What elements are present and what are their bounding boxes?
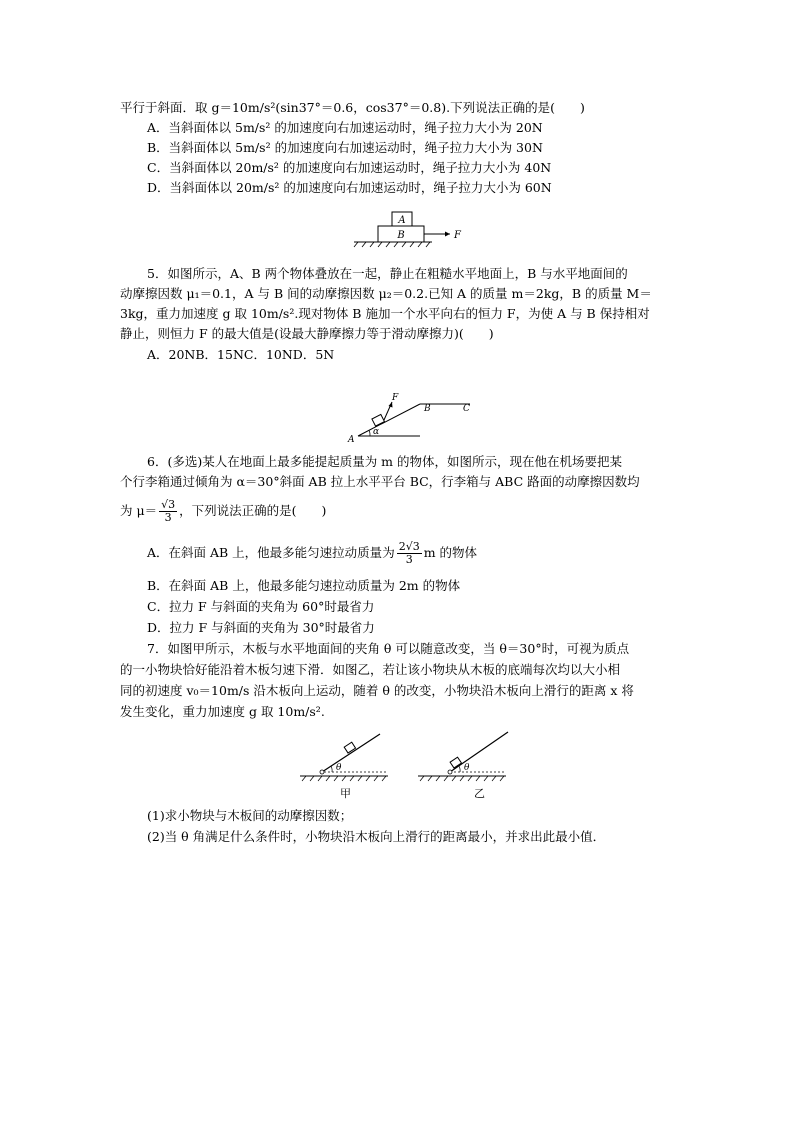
- q6-option-a-post: m 的物体: [423, 545, 478, 560]
- label-b: B: [424, 404, 431, 414]
- angle-arc: [331, 766, 332, 772]
- q6-line-3-post: ，下列说法正确的是( ): [179, 503, 327, 518]
- q6-option-a-pre: A．在斜面 AB 上，他最多能匀速拉动质量为: [147, 545, 395, 560]
- board: [450, 732, 508, 772]
- ground-hatching: [354, 242, 430, 247]
- q6-option-a: [147, 538, 477, 568]
- board: [322, 734, 380, 772]
- label-c: C: [463, 404, 470, 414]
- q5-options: A．20NB．15NC．10ND．5N: [147, 347, 335, 362]
- incline-boards-figure: [296, 720, 510, 802]
- figure-jia: [300, 734, 388, 800]
- incline-platform-figure: [342, 386, 482, 446]
- ground-hatching: [302, 776, 386, 781]
- q7-line-2: 的一小物块恰好能沿着木板匀速下滑．如图乙，若让该小物块从木板的底端每次均以大小相: [120, 662, 621, 677]
- q5-line-4: 静止，则恒力 F 的最大值是(设最大静摩擦力等于滑动摩擦力)( ): [120, 326, 494, 341]
- q6-line-3-pre: 为 μ＝: [120, 503, 158, 518]
- q4-option-c: C．当斜面体以 20m/s² 的加速度向右加速运动时，绳子拉力大小为 40N: [147, 160, 552, 175]
- mu-fraction: [159, 499, 177, 524]
- label-theta: θ: [336, 763, 342, 773]
- pivot: [320, 770, 324, 774]
- pivot: [448, 770, 452, 774]
- label-f: F: [454, 230, 461, 241]
- figure-yi: [418, 732, 508, 800]
- force-arrow-head: [445, 232, 450, 237]
- label-a: A: [348, 435, 355, 445]
- label-f: F: [392, 393, 399, 403]
- q4-intro: 平行于斜面．取 g＝10m/s²(sin37°＝0.6，cos37°＝0.8).下列说法正确的是( ): [120, 100, 585, 115]
- mass-numerator: 2√3: [398, 540, 420, 553]
- q6-line-2: 个行李箱通过倾角为 α＝30°斜面 AB 拉上水平平台 BC，行李箱与 ABC 路面的动摩擦因数均: [120, 474, 640, 489]
- q7-line-1: 7．如图甲所示，木板与水平地面间的夹角 θ 可以随意改变，当 θ＝30°时，可视为质点: [147, 641, 630, 656]
- label-alpha: α: [373, 427, 380, 437]
- label-a: A: [398, 215, 406, 226]
- q6-option-d: D．拉力 F 与斜面的夹角为 30°时最省力: [147, 620, 375, 635]
- q6-option-b: B．在斜面 AB 上，他最多能匀速拉动质量为 2m 的物体: [147, 578, 461, 593]
- q7-line-3: 同的初速度 v₀＝10m/s 沿木板向上运动，随着 θ 的改变，小物块沿木板向上滑行的距离 x 将: [120, 683, 634, 698]
- angle-arc: [369, 430, 370, 436]
- q6-line-1: 6．(多选)某人在地面上最多能提起质量为 m 的物体，如图所示，现在他在机场要把某: [147, 454, 623, 469]
- q7-line-4: 发生变化，重力加速度 g 取 10m/s².: [120, 704, 325, 719]
- label-b: B: [397, 230, 405, 241]
- q7-sub-1: (1)求小物块与木板间的动摩擦因数；: [147, 808, 353, 823]
- q6-option-c: C．拉力 F 与斜面的夹角为 60°时最省力: [147, 599, 375, 614]
- label-jia: 甲: [340, 787, 351, 800]
- q7-sub-2: (2)当 θ 角满足什么条件时，小物块沿木板向上滑行的距离最小，并求出此最小值．: [147, 829, 606, 844]
- q5-line-1: 5．如图所示，A、B 两个物体叠放在一起，静止在粗糙水平地面上，B 与水平地面间的: [147, 266, 628, 281]
- label-yi: 乙: [474, 787, 485, 800]
- q5-line-3: 3kg，重力加速度 g 取 10m/s².现对物体 B 施加一个水平向右的恒力 F，为使 A 与 B 保持相对: [120, 306, 650, 321]
- q6-line-3: [120, 496, 326, 526]
- suitcase: [372, 414, 385, 426]
- q4-option-d: D．当斜面体以 20m/s² 的加速度向右加速运动时，绳子拉力大小为 60N: [147, 180, 552, 195]
- small-block: [450, 757, 461, 768]
- angle-arc: [459, 766, 460, 772]
- mu-denominator: 3: [164, 511, 172, 524]
- stacked-blocks-figure: [350, 208, 470, 250]
- ground-hatching: [420, 776, 504, 781]
- mass-denominator: 3: [405, 553, 413, 566]
- q5-line-2: 动摩擦因数 μ₁＝0.1，A 与 B 间的动摩擦因数 μ₂＝0.2.已知 A 的质量 m＝2kg，B 的质量 M＝: [120, 286, 652, 301]
- label-theta: θ: [464, 763, 470, 773]
- mu-numerator: √3: [161, 498, 176, 511]
- mass-fraction: [397, 541, 422, 566]
- q4-option-b: B．当斜面体以 5m/s² 的加速度向右加速运动时，绳子拉力大小为 30N: [147, 140, 543, 155]
- q4-option-a: A．当斜面体以 5m/s² 的加速度向右加速运动时，绳子拉力大小为 20N: [147, 120, 543, 135]
